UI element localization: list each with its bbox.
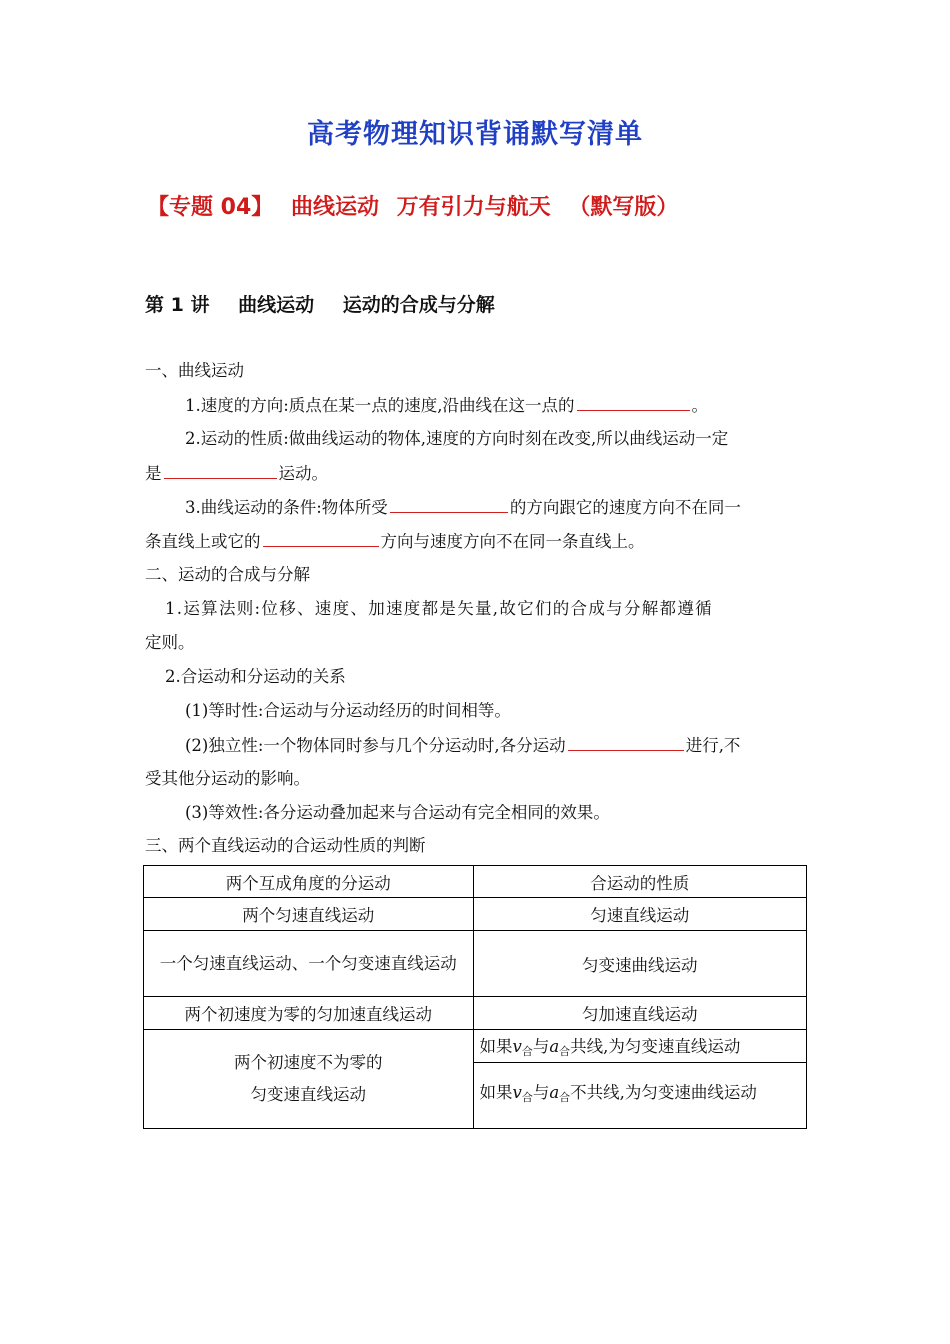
lecture-heading — [145, 290, 517, 317]
table-cell: 如果$v_合$与$a_合$不共线,为匀变速曲线运动 — [473, 1063, 807, 1129]
fill-blank[interactable] — [263, 524, 379, 547]
paragraph-motion-nature: 2.运动的性质:做曲线运动的物体,速度的方向时刻在改变,所以曲线运动一定 — [185, 429, 729, 448]
fill-blank[interactable] — [164, 456, 277, 479]
paragraph-independence: (2)独立性:一个物体同时参与几个分运动时,各分运动 进行,不 — [185, 728, 850, 763]
paragraph-operation-rule-cont: 定则。 — [145, 633, 195, 652]
topic-name-1: 曲线运动 — [290, 195, 379, 220]
fill-blank[interactable] — [390, 490, 508, 513]
paragraph-equivalence: (3)等效性:各分运动叠加起来与合运动有完全相同的效果。 — [185, 803, 610, 822]
topic-tag: 【专题 04】 — [147, 195, 274, 220]
lecture-number: 第 1 讲 — [145, 294, 210, 316]
section-heading-1: 一、曲线运动 — [145, 361, 244, 380]
table-row — [144, 997, 807, 1030]
section-heading-3: 三、两个直线运动的合运动性质的判断 — [145, 836, 426, 855]
paragraph-isochronism: (1)等时性:合运动与分运动经历的时间相等。 — [185, 701, 511, 720]
table-row — [144, 931, 807, 997]
lecture-part-2: 运动的合成与分解 — [342, 294, 495, 316]
page-title: 高考物理知识背诵默写清单 — [307, 119, 643, 150]
table-header-row — [144, 866, 807, 898]
table-cell: 匀变速曲线运动 — [473, 931, 807, 997]
fill-blank[interactable] — [577, 388, 690, 411]
table-cell: 匀加速直线运动 — [473, 997, 807, 1030]
table-cell: 一个匀速直线运动、一个匀变速直线运动 — [144, 931, 474, 997]
table-cell: 两个初速度不为零的 匀变速直线运动 — [144, 1030, 474, 1129]
table-cell: 两个初速度为零的匀加速直线运动 — [144, 997, 474, 1030]
topic-subtitle — [147, 190, 688, 221]
topic-name-2: 万有引力与航天 — [396, 195, 551, 220]
paragraph-independence-cont: 受其他分运动的影响。 — [145, 769, 310, 788]
lecture-part-1: 曲线运动 — [238, 294, 315, 316]
paragraph-velocity-direction: 1.速度的方向:质点在某一点的速度,沿曲线在这一点的 。 — [185, 388, 850, 423]
paragraph-motion-nature-cont: 是 运动。 — [145, 456, 810, 491]
motion-table — [143, 865, 807, 1129]
paragraph-relation: 2.合运动和分运动的关系 — [165, 667, 346, 686]
table-header-cell: 两个互成角度的分运动 — [144, 866, 474, 898]
section-heading-2: 二、运动的合成与分解 — [145, 565, 310, 584]
paragraph-curve-condition-cont: 条直线上或它的 方向与速度方向不在同一条直线上。 — [145, 524, 810, 559]
fill-blank[interactable] — [568, 728, 684, 751]
version-label: （默写版） — [568, 195, 679, 220]
table-header-cell: 合运动的性质 — [473, 866, 807, 898]
table-row — [144, 1030, 807, 1063]
paragraph-operation-rule: 1.运算法则:位移、速度、加速度都是矢量,故它们的合成与分解都遵循 — [165, 599, 713, 618]
table-cell: 如果$v_合$与$a_合$共线,为匀变速直线运动 — [473, 1030, 807, 1063]
table-cell: 两个匀速直线运动 — [144, 898, 474, 931]
table-row — [144, 898, 807, 931]
paragraph-curve-condition: 3.曲线运动的条件:物体所受 的方向跟它的速度方向不在同一 — [185, 490, 850, 525]
table-cell: 匀速直线运动 — [473, 898, 807, 931]
